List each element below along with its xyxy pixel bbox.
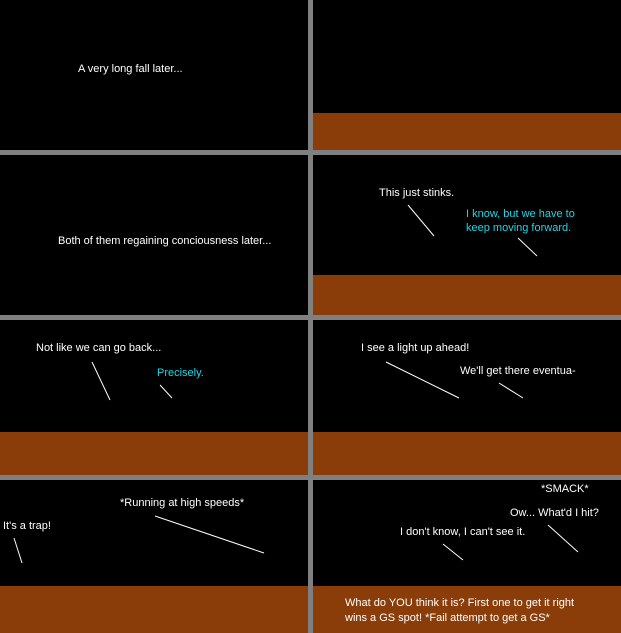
comic-panel-1 [0,0,308,150]
panel-5-speech-tail-2 [156,383,178,403]
panel-7-ground [0,586,308,633]
panel-5-speech-1: Not like we can go back... [36,342,162,354]
comic-panel-7 [0,480,308,633]
panel-8-speech-3: I don't know, I can't see it. [400,526,526,538]
panel-8-speech-tail-2 [441,542,467,564]
panel-8-speech-tail-1 [546,523,582,555]
panel-2-ground [313,113,621,150]
comic-panel-6 [313,320,621,475]
comic-panel-5 [0,320,308,475]
comic-panel-4 [313,155,621,315]
panel-8-speech-1: *SMACK* [541,483,589,495]
panel-5-ground [0,432,308,475]
comic-panel-3 [0,155,308,315]
panel-6-speech-2: We'll get there eventua- [460,365,576,377]
panel-7-speech-tail-2 [12,536,28,566]
panel-3-caption: Both of them regaining conciousness later... [58,235,272,247]
panel-6-speech-tail-2 [496,381,528,403]
panel-4-speech-1: This just stinks. [379,187,455,199]
panel-4-ground [313,275,621,315]
panel-7-speech-1: *Running at high speeds* [120,497,245,509]
panel-6-ground [313,432,621,475]
panel-7-speech-tail-1 [152,514,268,558]
panel-7-speech-2: It's a trap! [3,520,51,532]
panel-1-caption: A very long fall later... [78,63,183,75]
comic-panel-8 [313,480,621,633]
panel-8-speech-2: Ow... What'd I hit? [510,507,599,519]
panel-4-speech-tail-1 [403,203,443,241]
panel-8-ground-text: What do YOU think it is? First one to get it right wins a GS spot! *Fail attempt to get a GS* [345,597,575,624]
panel-5-speech-2: Precisely. [157,367,204,379]
panel-4-speech-tail-2 [513,235,543,261]
comic-panel-2 [313,0,621,150]
panel-4-speech-2: I know, but we have to keep moving forward. [466,208,575,234]
panel-6-speech-1: I see a light up ahead! [361,342,470,354]
panel-5-speech-tail-1 [88,360,118,404]
panel-6-speech-tail-1 [383,360,465,404]
